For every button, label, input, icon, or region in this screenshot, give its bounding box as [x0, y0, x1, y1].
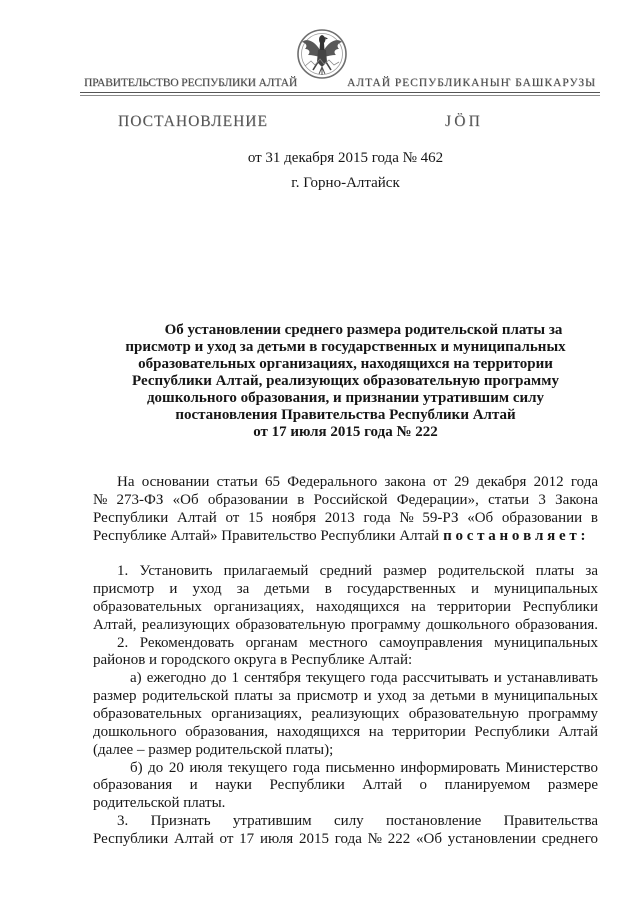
document-body [93, 474, 598, 849]
title-line: Республики Алтай, реализующих образовательную программу [132, 372, 559, 389]
body-line: Республики Алтай от 17 июля 2015 года № 222 «Об установлении среднего [93, 830, 598, 847]
date-number: от 31 декабря 2015 года № 462 [247, 150, 444, 166]
body-line: Республики Алтай от 15 ноября 2013 года № 59-РЗ «Об образовании в [93, 509, 598, 526]
body-line: дошкольного образования, находящихся на территории Республики Алтай [93, 723, 598, 740]
org-name-altai: АЛТАЙ РЕСПУБЛИКАНЫҤ БАШКАРУЗЫ [347, 77, 596, 89]
title-line: Об установлении среднего размера родительской платы за [164, 321, 563, 338]
body-line: образовательных организациях, реализующих образовательную программу [93, 705, 598, 722]
header-rule-thin [80, 95, 600, 96]
body-line: б) до 20 июля текущего года письменно информировать Министерство [130, 759, 598, 776]
title-line: дошкольного образования, и признании утратившим силу [146, 389, 545, 406]
title-line: присмотр и уход за детьми в государственных и муниципальных [125, 338, 566, 355]
body-line: родительской платы. [93, 795, 226, 812]
body-line: На основании статьи 65 Федерального закона от 29 декабря 2012 года [117, 474, 598, 490]
coat-of-arms-icon [296, 25, 348, 81]
body-line: 1. Установить прилагаемый средний размер родительской платы за [117, 563, 598, 580]
body-line: Алтай, реализующих образовательную программу дошкольного образования. [93, 616, 598, 633]
decree-keyword: п о с т а н о в л я е т : [443, 527, 586, 544]
title-line: от 17 июля 2015 года № 222 [253, 423, 438, 440]
header-rule [80, 92, 600, 93]
body-line: районов и городского округа в Республике Алтай: [93, 652, 413, 669]
body-line: образования и науки Республики Алтай о планируемом размере [93, 777, 598, 794]
body-line: а) ежегодно до 1 сентября текущего года рассчитывать и устанавливать [130, 670, 598, 687]
body-line: размер родительской платы за присмотр и уход за детьми в муниципальных [93, 688, 598, 705]
body-line: 2. Рекомендовать органам местного самоуправления муниципальных [117, 634, 598, 651]
body-line: (далее – размер родительской платы); [93, 741, 334, 758]
body-text: Республике Алтай» Правительство Республики Алтай [93, 527, 440, 544]
doc-type-altai: ЈӦП [445, 113, 483, 130]
body-line: 3. Признать утратившим силу постановление Правительства [117, 813, 598, 830]
place-of-issue: г. Горно-Алтайск [291, 175, 400, 191]
doc-type-russian: ПОСТАНОВЛЕНИЕ [118, 113, 268, 130]
body-line: образовательных организациях, находящихся на территории Республики [93, 598, 598, 615]
body-line: присмотр и уход за детьми в государственных и муниципальных [93, 581, 598, 598]
document-title [93, 322, 598, 441]
blank-line [93, 545, 598, 563]
body-line: № 273-ФЗ «Об образовании в Российской Федерации», статьи 3 Закона [93, 491, 598, 508]
body-line [93, 528, 598, 546]
title-line: образовательных организациях, находящихся на территории [138, 355, 553, 372]
title-line: постановления Правительства Республики Алтай [175, 406, 516, 423]
org-name-russian: ПРАВИТЕЛЬСТВО РЕСПУБЛИКИ АЛТАЙ [84, 77, 297, 89]
